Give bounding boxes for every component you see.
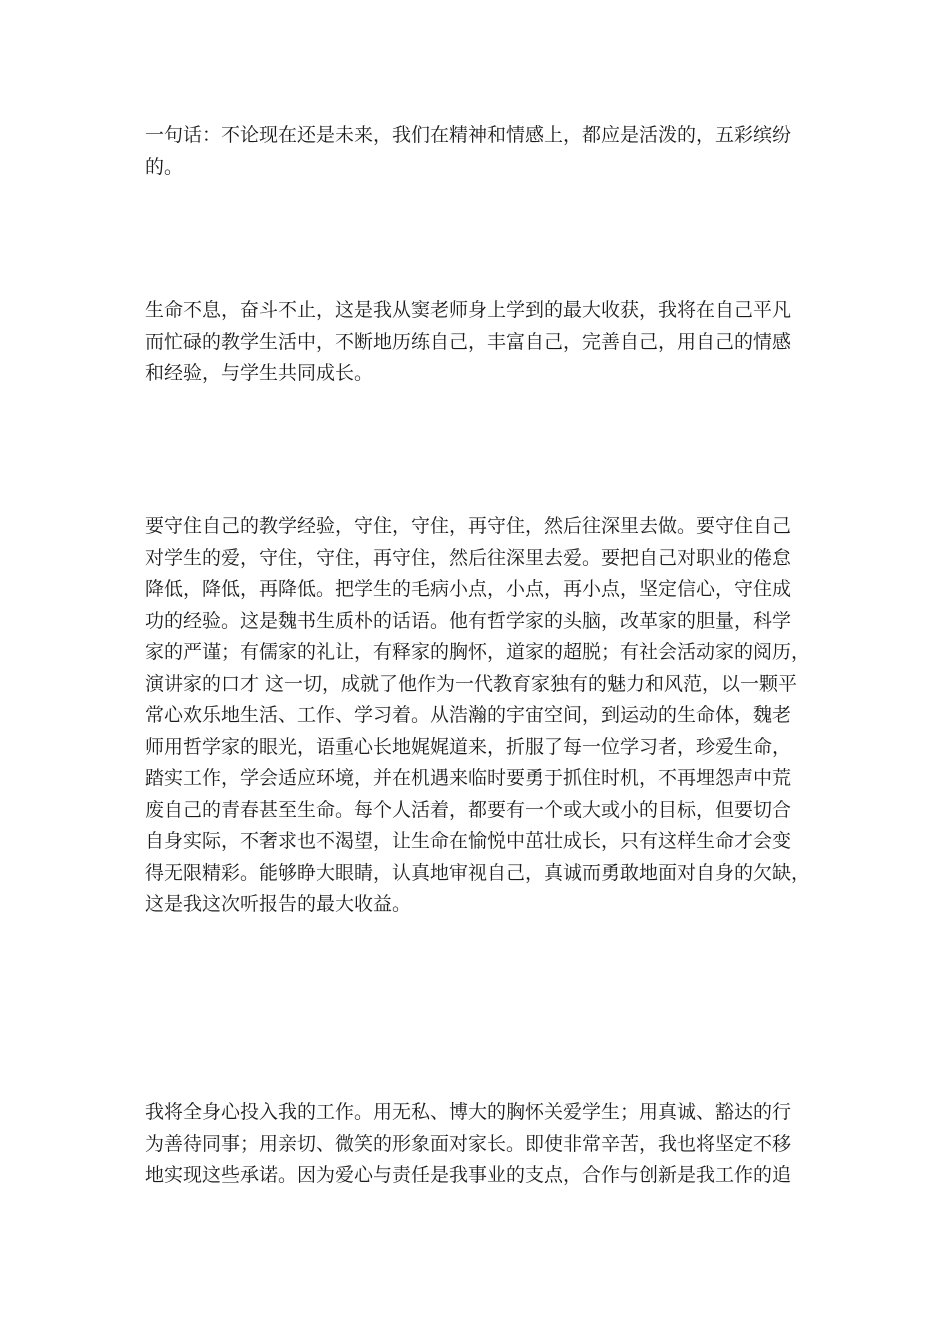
text-line: 演讲家的口才 这一切，成就了他作为一代教育家独有的魅力和风范，以一颗平 [145,672,798,695]
text-line [145,921,810,953]
text-line: 得无限精彩。能够睁大眼睛，认真地审视自己，真诚而勇敢地面对自身的欠缺， [145,861,810,884]
text-line: 一句话：不论现在还是未来，我们在精神和情感上，都应是活泼的，五彩缤纷 [145,124,792,146]
text-line: 我将全身心投入我的工作。用无私、博大的胸怀关爱学生；用真诚、豁达的行 [145,1101,792,1123]
text-line: 自身实际，不奢求也不渴望，让生命在愉悦中茁壮成长，只有这样生命才会变 [145,830,792,852]
text-line: 师用哲学家的眼光，语重心长地娓娓道来，折服了每一位学习者，珍爱生命， [145,735,792,758]
text-line: 而忙碌的教学生活中，不断地历练自己，丰富自己，完善自己，用自己的情感 [145,330,792,353]
text-line: 生命不息，奋斗不止，这是我从窦老师身上学到的最大收获，我将在自己平凡 [145,299,792,321]
paragraph-1 [145,120,810,183]
paragraph-4 [145,1097,810,1192]
text-line: 废自己的青春甚至生命。每个人活着，都要有一个或大或小的目标，但要切合 [145,798,792,821]
paragraph-2 [145,295,810,390]
text-line: 功的经验。这是魏书生质朴的话语。他有哲学家的头脑，改革家的胆量，科学 [145,609,792,632]
text-line: 要守住自己的教学经验，守住，守住，再守住，然后往深里去做。要守住自己 [145,515,792,537]
text-line: 踏实工作，学会适应环境，并在机遇来临时要勇于抓住时机，不再埋怨声中荒 [145,767,792,789]
text-line: 地实现这些承诺。因为爱心与责任是我事业的支点，合作与创新是我工作的追 [145,1164,792,1186]
text-line: 降低，降低，再降低。把学生的毛病小点，小点，再小点，坚定信心，守住成 [145,578,792,600]
text-line: 对学生的爱，守住，守住，再守住，然后往深里去爱。要把自己对职业的倦怠 [145,546,792,569]
text-line: 为善待同事；用亲切、微笑的形象面对家长。即使非常辛苦，我也将坚定不移 [145,1132,792,1155]
text-line: 和经验，与学生共同成长。 [145,362,374,384]
text-line: 这是我这次听报告的最大收益。 [145,893,412,915]
text-line: 常心欢乐地生活、工作、学习着。从浩瀚的宇宙空间，到运动的生命体，魏老 [145,704,792,726]
paragraph-3 [145,511,810,952]
text-line: 家的严谨；有儒家的礼让，有释家的胸怀，道家的超脱；有社会活动家的阅历， [145,641,810,663]
text-line: 的。 [145,155,184,178]
